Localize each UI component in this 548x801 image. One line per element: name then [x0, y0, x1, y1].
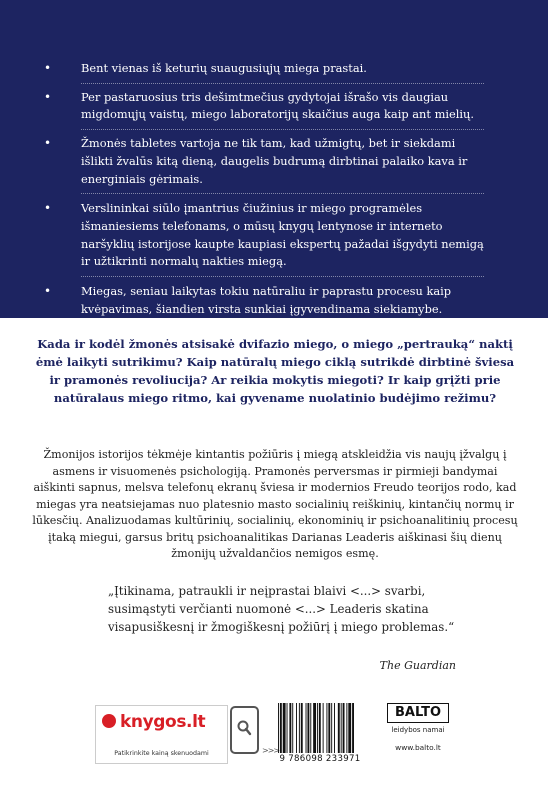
fact-item: • Per pastaruosius tris dešimtmečius gydytojai išrašo vis daugiau migdomųjų vaistų, miego laboratorijų skaičius auga kaip ant mielių.	[44, 89, 484, 124]
fact-item: • Žmonės tabletes vartoja ne tik tam, kad užmigtų, bet ir siekdami išlikti žvalūs kitą dieną, daugelis budrumą dirbtinai palaiko kava ir energiniais gėrimais.	[44, 135, 484, 188]
store-name: knygos.lt	[120, 712, 206, 732]
fact-list	[44, 60, 484, 327]
book-description: Žmonijos istorijos tėkmėje kintantis požiūris į miegą atskleidžia vis naujų įžvalgų į asmens ir visuomenės psichologiją. Pramonės perversmas ir pirmieji bandymai aiškinti sapnus, melsva telefonų ekranų šviesa ir modernios Freudo teorijos rodo, kad miegas yra neatsiejamas nuo platesnio masto socialinių reiškinių, kintančių normų ir lūkesčių. Analizuodamas kultūrinių, socialinių, ekonominių ir psichoanalitinių procesų įtaką miegui, garsus britų psichoanalitikas Darianas Leaderis aiškinasi šių dienų žmonijų užvaldančios nemigos esmę.	[32, 448, 518, 560]
lead-questions: Kada ir kodėl žmonės atsisakė dvifazio miego, o miego „pertrauką“ naktį ėmė laikyti sutrikimu? Kaip natūralų miego ciklą sutrikdė dirbtinė šviesa ir pramonės revoliucija? Ar reikia mokytis miegoti? Ir kaip grįžti prie natūralaus miego ritmo, kai gyvename nuolatinio budėjimo režimu?	[35, 337, 515, 405]
isbn-number: 9 786098 233971	[279, 754, 361, 764]
isbn-barcode	[276, 703, 381, 755]
publisher-name: leidybos namai	[391, 726, 445, 734]
fact-item: • Miegas, seniau laikytas tokiu natūraliu ir paprastu procesu kaip kvėpavimas, šiandien virsta sunkiai įgyvendinama siekiamybe.	[44, 283, 484, 318]
publisher-logo: BALTO	[387, 703, 449, 723]
review-quote: „Įtikinama, patraukli ir neįprastai blaivi <...> svarbi, susimąstyti verčianti nuomonė <...> Leaderis skatina visapusiškesnį ir žmogiškesnį požiūrį į miego problemas.“	[108, 584, 455, 634]
fact-item: • Verslininkai siūlo įmantrius čiužinius ir miego programėles išmaniesiems telefonams, o mūsų knygų lentynose ir interneto naršyklių istorijose kaupte kaupiasi ekspertų pažadai išgydyti nemigą ir užtikrinti normalų nakties miegą.	[44, 200, 484, 271]
knygos-price-check-box[interactable]	[95, 705, 228, 764]
knygos-logo-icon	[102, 714, 116, 728]
quote-source: The Guardian	[379, 659, 456, 672]
blurb-panel	[0, 0, 548, 318]
chevron-arrows-icon: >>>	[262, 746, 280, 755]
publisher-site[interactable]: www.balto.lt	[395, 743, 441, 752]
fact-item: • Bent vienas iš keturių suaugusiųjų miega prastai.	[44, 60, 484, 78]
phone-scan-icon	[230, 706, 259, 754]
store-tagline: Patikrinkite kainą skenuodami	[114, 750, 209, 757]
